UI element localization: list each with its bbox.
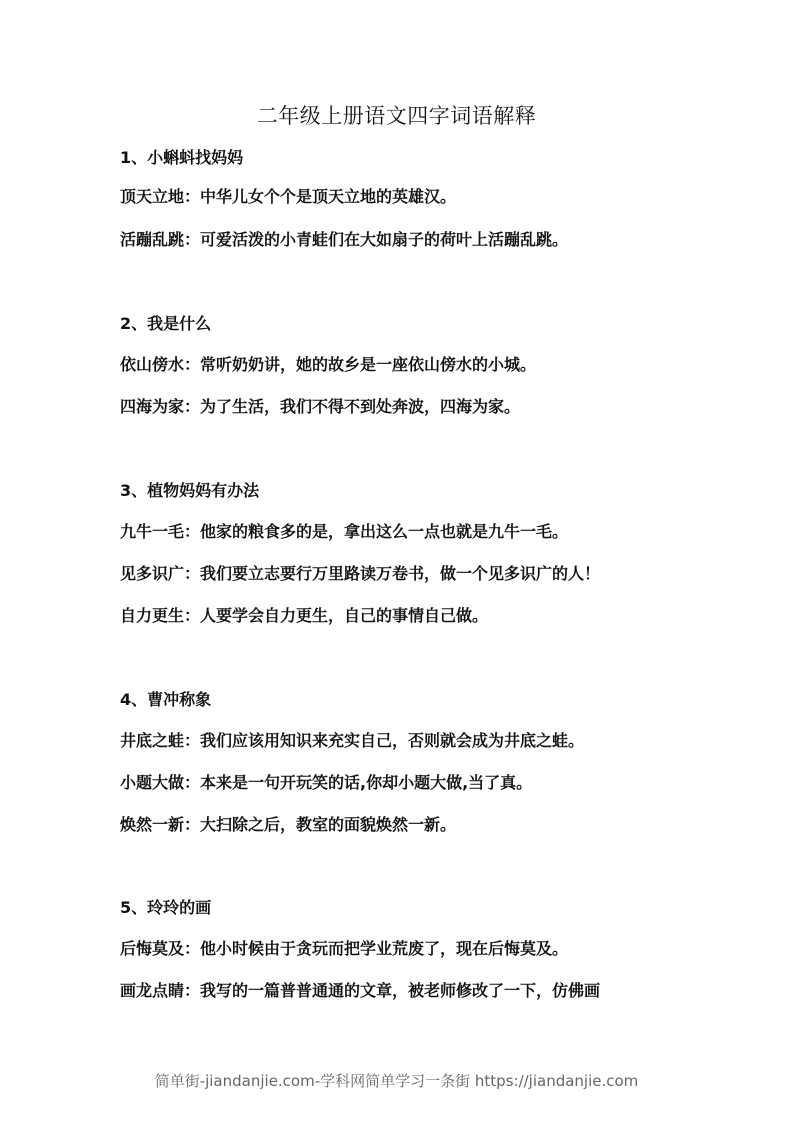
entry-2-1: 依山傍水：常听奶奶讲，她的故乡是一座依山傍水的小城。 xyxy=(120,355,537,374)
page-title: 二年级上册语文四字词语解释 xyxy=(256,104,537,128)
entry-1-1: 顶天立地：中华儿女个个是顶天立地的英雄汉。 xyxy=(120,187,457,206)
entry-2-2: 四海为家：为了生活，我们不得不到处奔波，四海为家。 xyxy=(120,397,521,416)
entry-5-1: 后悔莫及：他小时候由于贪玩而把学业荒废了，现在后悔莫及。 xyxy=(120,939,569,958)
entry-5-2: 画龙点睛：我写的一篇普普通通的文章，被老师修改了一下，仿佛画 xyxy=(120,981,601,1000)
section-heading-5: 5、玲玲的画 xyxy=(120,898,212,917)
entry-3-2: 见多识广：我们要立志要行万里路读万卷书，做一个见多识广的人！ xyxy=(120,564,601,583)
section-heading-4: 4、曹冲称象 xyxy=(120,690,212,709)
entry-3-3: 自力更生：人要学会自力更生，自己的事情自己做。 xyxy=(120,606,489,625)
entry-1-2: 活蹦乱跳：可爱活泼的小青蛙们在大如扇子的荷叶上活蹦乱跳。 xyxy=(120,230,569,249)
page-footer-watermark: 简单街-jiandanjie.com-学科网简单学习一条街 https://jiandanjie.com xyxy=(154,1072,639,1090)
section-heading-2: 2、我是什么 xyxy=(120,314,212,333)
entry-4-2: 小题大做：本来是一句开玩笑的话,你却小题大做,当了真。 xyxy=(120,773,533,792)
section-heading-3: 3、植物妈妈有办法 xyxy=(120,481,260,500)
entry-4-3: 焕然一新：大扫除之后，教室的面貌焕然一新。 xyxy=(120,815,457,834)
entry-3-1: 九牛一毛：他家的粮食多的是，拿出这么一点也就是九牛一毛。 xyxy=(120,522,569,541)
section-heading-1: 1、小蝌蚪找妈妈 xyxy=(120,148,244,167)
entry-4-1: 井底之蛙：我们应该用知识来充实自己，否则就会成为井底之蛙。 xyxy=(120,731,585,750)
